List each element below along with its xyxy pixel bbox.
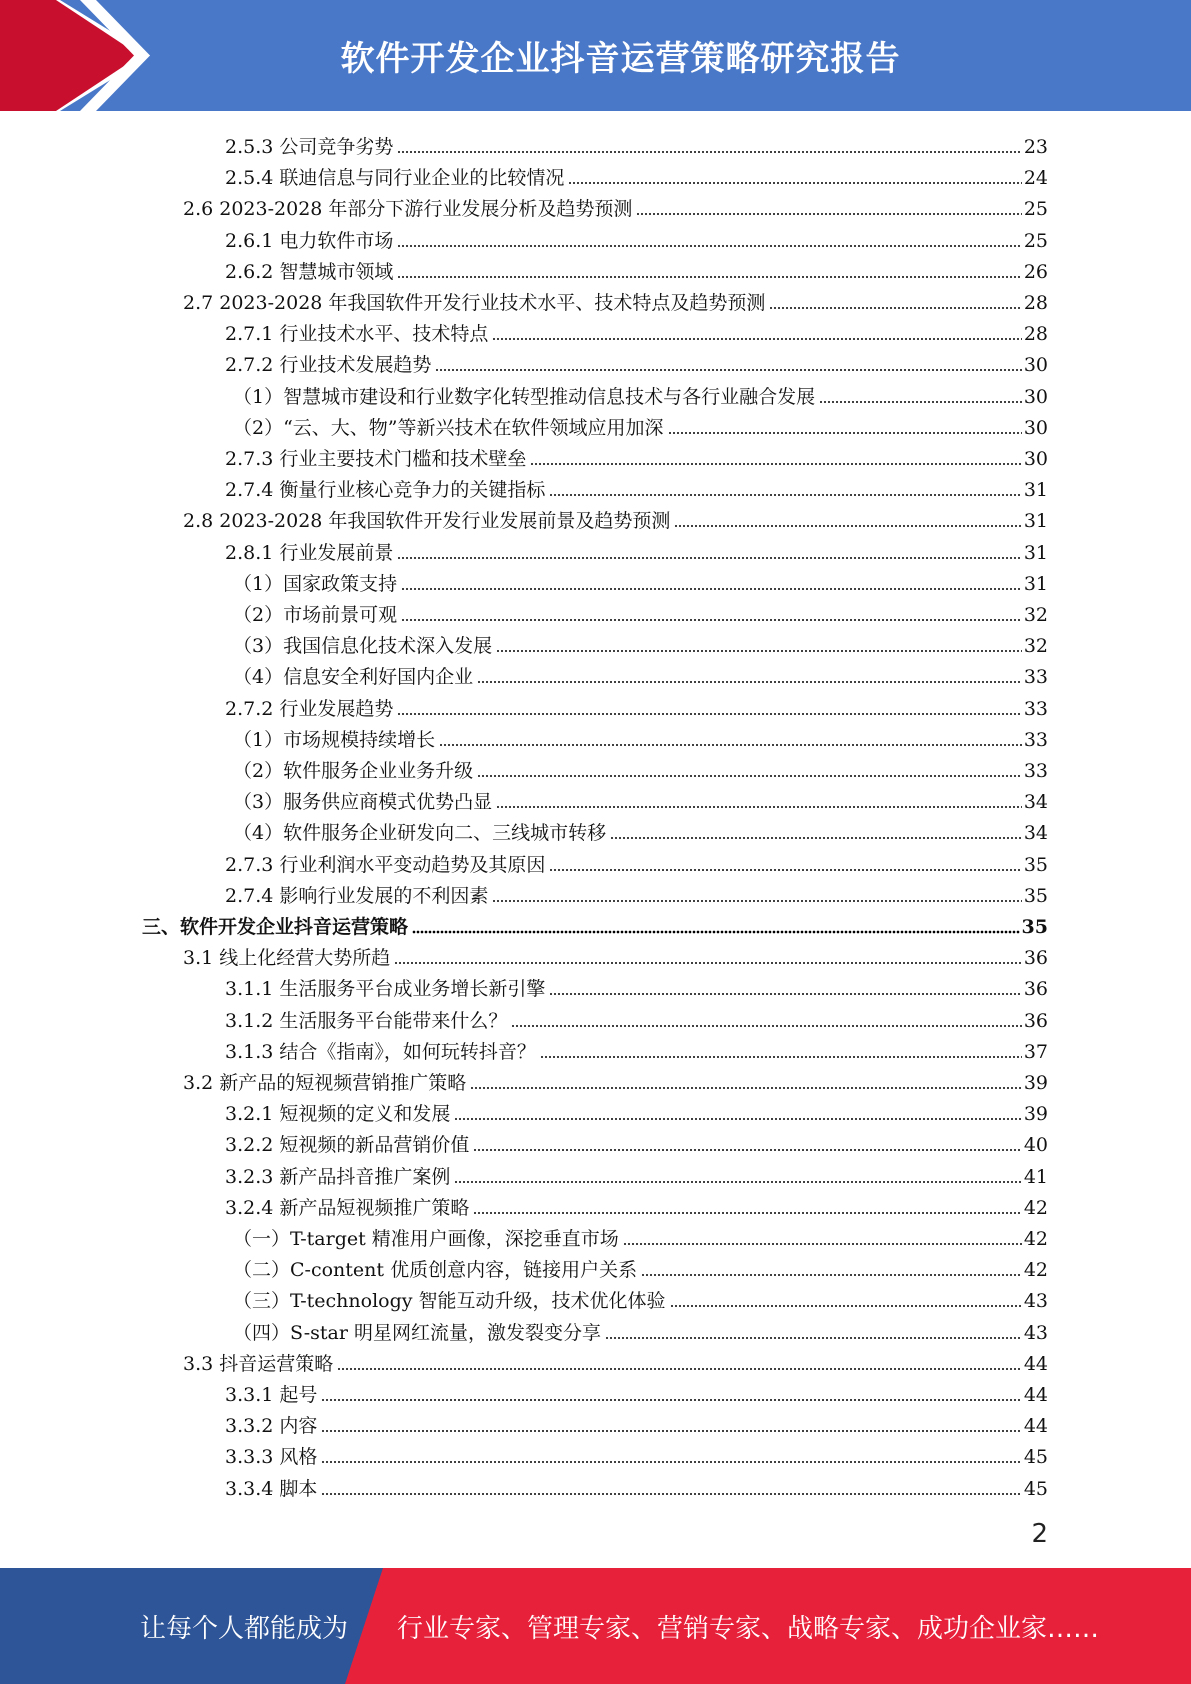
toc-entry[interactable]	[225, 1190, 1048, 1221]
toc-leader-dots	[397, 711, 1021, 717]
toc-entry-title: （2）市场前景可观	[233, 604, 398, 626]
toc-entry-page: 33	[1023, 760, 1048, 782]
toc-entry-title: 3.2.4 新产品短视频推广策略	[225, 1196, 470, 1219]
toc-entry-page: 36	[1023, 978, 1048, 1001]
toc-entry-title: （1）智慧城市建设和行业数字化转型推动信息技术与各行业融合发展	[233, 385, 816, 408]
toc-entry-page: 37	[1023, 1040, 1048, 1063]
toc-entry-page: 44	[1023, 1384, 1048, 1406]
toc-leader-dots	[321, 1397, 1021, 1403]
toc-entry[interactable]	[225, 1034, 1048, 1065]
toc-entry-page: 35	[1023, 884, 1048, 907]
toc-entry[interactable]	[183, 1346, 1048, 1377]
toc-entry-page: 30	[1023, 448, 1048, 470]
toc-entry-title: 2.7.3 行业利润水平变动趋势及其原因	[225, 853, 546, 876]
toc-entry[interactable]	[233, 597, 1048, 628]
toc-entry[interactable]	[225, 1159, 1048, 1190]
toc-entry-page: 43	[1023, 1321, 1048, 1344]
toc-entry[interactable]	[183, 503, 1048, 534]
toc-entry-page: 30	[1023, 354, 1048, 377]
toc-entry-page: 34	[1023, 822, 1048, 845]
toc-leader-dots	[623, 1241, 1022, 1247]
toc-entry-title: 3.3.1 起号	[225, 1384, 318, 1406]
toc-entry-title: 2.8 2023-2028 年我国软件开发行业发展前景及趋势预测	[183, 510, 671, 533]
toc-entry-title: 2.7.1 行业技术水平、技术特点	[225, 323, 489, 346]
toc-leader-dots	[397, 274, 1021, 280]
toc-entry-page: 33	[1023, 728, 1048, 751]
toc-entry-page: 36	[1023, 947, 1048, 970]
toc-leader-dots	[670, 1303, 1022, 1309]
toc-entry-title: 3.3.4 脚本	[225, 1477, 318, 1500]
toc-leader-dots	[496, 804, 1022, 810]
toc-entry[interactable]	[225, 1471, 1048, 1502]
toc-entry[interactable]	[225, 691, 1048, 722]
toc-entry-page: 24	[1023, 167, 1048, 190]
toc-entry-page: 35	[1023, 853, 1048, 876]
toc-leader-dots	[321, 1459, 1021, 1465]
toc-entry-title: 2.7.2 行业技术发展趋势	[225, 354, 432, 377]
toc-entry-page: 41	[1023, 1165, 1048, 1188]
toc-entry-title: 2.7.2 行业发展趋势	[225, 697, 394, 720]
toc-leader-dots	[454, 1179, 1021, 1185]
toc-entry[interactable]	[225, 347, 1048, 378]
toc-leader-dots	[401, 617, 1022, 623]
toc-entry[interactable]	[225, 1439, 1048, 1470]
toc-leader-dots	[337, 1366, 1022, 1372]
toc-leader-dots	[321, 1428, 1021, 1434]
toc-leader-dots	[412, 929, 1020, 935]
toc-entry-page: 35	[1021, 916, 1048, 938]
toc-entry[interactable]	[233, 1221, 1048, 1252]
toc-leader-dots	[819, 399, 1022, 405]
toc-entry-title: （2）软件服务企业业务升级	[233, 760, 474, 782]
toc-leader-dots	[401, 586, 1022, 592]
toc-entry[interactable]	[142, 909, 1048, 940]
toc-entry[interactable]	[225, 1003, 1048, 1034]
toc-leader-dots	[605, 1335, 1022, 1341]
toc-entry-title: 2.6.2 智慧城市领域	[225, 260, 394, 283]
toc-entry[interactable]	[225, 129, 1048, 160]
toc-entry[interactable]	[183, 1065, 1048, 1096]
toc-leader-dots	[439, 742, 1022, 748]
toc-entry-page: 31	[1023, 541, 1048, 564]
toc-entry-page: 32	[1023, 604, 1048, 626]
toc-entry-title: （1）市场规模持续增长	[233, 728, 436, 751]
toc-entry-page: 30	[1023, 416, 1048, 439]
toc-entry-page: 40	[1023, 1134, 1048, 1157]
toc-leader-dots	[549, 991, 1021, 997]
toc-entry[interactable]	[233, 1315, 1048, 1346]
toc-leader-dots	[769, 305, 1021, 311]
toc-entry[interactable]	[225, 441, 1048, 472]
toc-entry-title: （4）软件服务企业研发向二、三线城市转移	[233, 822, 607, 845]
toc-leader-dots	[668, 430, 1022, 436]
toc-leader-dots	[549, 867, 1021, 873]
toc-entry-title: 3.3.3 风格	[225, 1446, 318, 1469]
toc-entry-title: 2.7.4 影响行业发展的不利因素	[225, 884, 489, 907]
toc-entry-title: （三）T-technology 智能互动升级，技术优化体验	[233, 1290, 666, 1313]
page-number: 2	[1031, 1519, 1048, 1549]
toc-entry-page: 36	[1023, 1009, 1048, 1032]
toc-entry[interactable]	[233, 659, 1048, 690]
toc-entry-title: 3.3 抖音运营策略	[183, 1352, 334, 1375]
toc-entry-title: 2.8.1 行业发展前景	[225, 541, 394, 564]
toc-entry[interactable]	[225, 1096, 1048, 1127]
toc-leader-dots	[477, 773, 1022, 779]
toc-leader-dots	[394, 960, 1022, 966]
toc-entry-page: 34	[1023, 791, 1048, 814]
toc-entry[interactable]	[233, 722, 1048, 753]
report-title: 软件开发企业抖音运营策略研究报告	[340, 39, 901, 79]
toc-entry[interactable]	[225, 254, 1048, 285]
toc-entry[interactable]	[233, 566, 1048, 597]
toc-entry-page: 31	[1023, 510, 1048, 533]
toc-entry[interactable]	[233, 1252, 1048, 1283]
footer-banner	[0, 1568, 1191, 1684]
toc-entry[interactable]	[225, 535, 1048, 566]
toc-entry-title: （3）我国信息化技术深入发展	[233, 635, 493, 658]
footer-slogan-left: 让每个人都能成为	[140, 1613, 349, 1644]
toc-entry-title: 2.6.1 电力软件市场	[225, 229, 394, 252]
toc-entry-title: （1）国家政策支持	[233, 572, 398, 595]
toc-entry-page: 43	[1023, 1290, 1048, 1313]
toc-entry-page: 25	[1023, 198, 1048, 221]
toc-leader-dots	[397, 243, 1021, 249]
toc-entry-title: 3.2 新产品的短视频营销推广策略	[183, 1072, 467, 1094]
toc-entry-title: 3.1 线上化经营大势所趋	[183, 947, 391, 970]
toc-leader-dots	[435, 367, 1021, 373]
toc-entry-title: 2.7.4 衡量行业核心竞争力的关键指标	[225, 479, 546, 502]
header-arrow-decoration	[0, 0, 160, 111]
toc-leader-dots	[492, 336, 1021, 342]
toc-leader-dots	[397, 555, 1021, 561]
toc-entry[interactable]	[233, 753, 1048, 784]
toc-entry[interactable]	[225, 1408, 1048, 1439]
toc-entry-page: 30	[1023, 385, 1048, 408]
toc-entry-title: 2.7.3 行业主要技术门槛和技术壁垒	[225, 448, 527, 470]
toc-leader-dots	[540, 1054, 1022, 1060]
toc-entry-title: 3.2.1 短视频的定义和发展	[225, 1103, 451, 1126]
toc-entry-title: 三、软件开发企业抖音运营策略	[142, 916, 409, 938]
toc-entry-page: 42	[1023, 1228, 1048, 1250]
toc-leader-dots	[641, 1272, 1022, 1278]
toc-entry-title: 2.5.4 联迪信息与同行业企业的比较情况	[225, 167, 565, 190]
toc-entry-title: （4）信息安全利好国内企业	[233, 666, 474, 689]
toc-leader-dots	[321, 1491, 1021, 1497]
toc-leader-dots	[397, 149, 1021, 155]
toc-leader-dots	[568, 180, 1021, 186]
toc-entry[interactable]	[225, 160, 1048, 191]
toc-leader-dots	[492, 898, 1021, 904]
toc-leader-dots	[473, 1147, 1021, 1153]
toc-entry-title: 3.1.2 生活服务平台能带来什么？	[225, 1009, 508, 1032]
footer-slogan-right: 行业专家、管理专家、营销专家、战略专家、成功企业家……	[397, 1613, 1100, 1644]
toc-entry[interactable]	[233, 1283, 1048, 1314]
toc-entry[interactable]	[233, 379, 1048, 410]
toc-entry-title: 2.7 2023-2028 年我国软件开发行业技术水平、技术特点及趋势预测	[183, 292, 766, 314]
toc-entry-title: （2）“云、大、物”等新兴技术在软件领域应用加深	[233, 416, 664, 439]
toc-entry[interactable]	[225, 472, 1048, 503]
toc-entry-page: 33	[1023, 666, 1048, 689]
toc-entry-title: 2.6 2023-2028 年部分下游行业发展分析及趋势预测	[183, 198, 633, 221]
toc-leader-dots	[530, 461, 1021, 467]
toc-leader-dots	[610, 835, 1022, 841]
toc-entry-page: 31	[1023, 572, 1048, 595]
toc-entry-title: 2.5.3 公司竞争劣势	[225, 136, 394, 158]
toc-entry[interactable]	[233, 784, 1048, 815]
toc-entry-page: 23	[1023, 136, 1048, 158]
toc-leader-dots	[511, 1023, 1021, 1029]
toc-entry-title: 3.1.3 结合《指南》，如何玩转抖音？	[225, 1040, 536, 1063]
toc-entry-page: 45	[1023, 1477, 1048, 1500]
toc-leader-dots	[477, 679, 1022, 685]
toc-entry-page: 32	[1023, 635, 1048, 658]
toc-entry-title: 3.2.2 短视频的新品营销价值	[225, 1134, 470, 1157]
toc-entry[interactable]	[225, 971, 1048, 1002]
toc-entry-page: 42	[1023, 1196, 1048, 1219]
header-bar	[0, 0, 1191, 111]
toc-entry[interactable]	[225, 1127, 1048, 1158]
toc-leader-dots	[496, 648, 1022, 654]
toc-entry-title: （一）T-target 精准用户画像，深挖垂直市场	[233, 1228, 619, 1250]
toc-entry[interactable]	[183, 191, 1048, 222]
toc-leader-dots	[454, 1116, 1021, 1122]
toc-entry-page: 26	[1023, 260, 1048, 283]
toc-entry-title: 3.2.3 新产品抖音推广案例	[225, 1165, 451, 1188]
toc-entry-title: 3.1.1 生活服务平台成业务增长新引擎	[225, 978, 546, 1001]
toc-entry-page: 44	[1023, 1352, 1048, 1375]
toc-entry-page: 42	[1023, 1259, 1048, 1282]
toc-entry[interactable]	[233, 628, 1048, 659]
toc-entry-page: 28	[1023, 323, 1048, 346]
toc-entry[interactable]	[225, 316, 1048, 347]
toc-entry-page: 31	[1023, 479, 1048, 502]
toc-entry[interactable]	[225, 1377, 1048, 1408]
toc-entry[interactable]	[225, 878, 1048, 909]
toc-entry[interactable]	[225, 847, 1048, 878]
toc-leader-dots	[473, 1210, 1021, 1216]
toc-entry-title: （二）C-content 优质创意内容，链接用户关系	[233, 1259, 638, 1282]
toc-entry-page: 44	[1023, 1415, 1048, 1438]
toc-leader-dots	[674, 523, 1021, 529]
toc-leader-dots	[470, 1085, 1022, 1091]
toc-entry-page: 25	[1023, 229, 1048, 252]
toc-entry-title: （四）S-star 明星网红流量，激发裂变分享	[233, 1321, 601, 1344]
toc-entry-page: 45	[1023, 1446, 1048, 1469]
toc-entry[interactable]	[183, 285, 1048, 316]
toc-entry[interactable]	[183, 940, 1048, 971]
toc-entry-page: 39	[1023, 1072, 1048, 1094]
toc-entry-page: 28	[1023, 292, 1048, 314]
toc-entry-page: 39	[1023, 1103, 1048, 1126]
red-chevron	[0, 0, 140, 111]
toc-entry[interactable]	[225, 223, 1048, 254]
toc-leader-dots	[636, 211, 1021, 217]
toc-entry-page: 33	[1023, 697, 1048, 720]
toc-leader-dots	[549, 492, 1021, 498]
toc-entry[interactable]	[233, 815, 1048, 846]
toc-entry[interactable]	[233, 410, 1048, 441]
toc-entry-title: 3.3.2 内容	[225, 1415, 318, 1438]
toc-entry-title: （3）服务供应商模式优势凸显	[233, 791, 493, 814]
